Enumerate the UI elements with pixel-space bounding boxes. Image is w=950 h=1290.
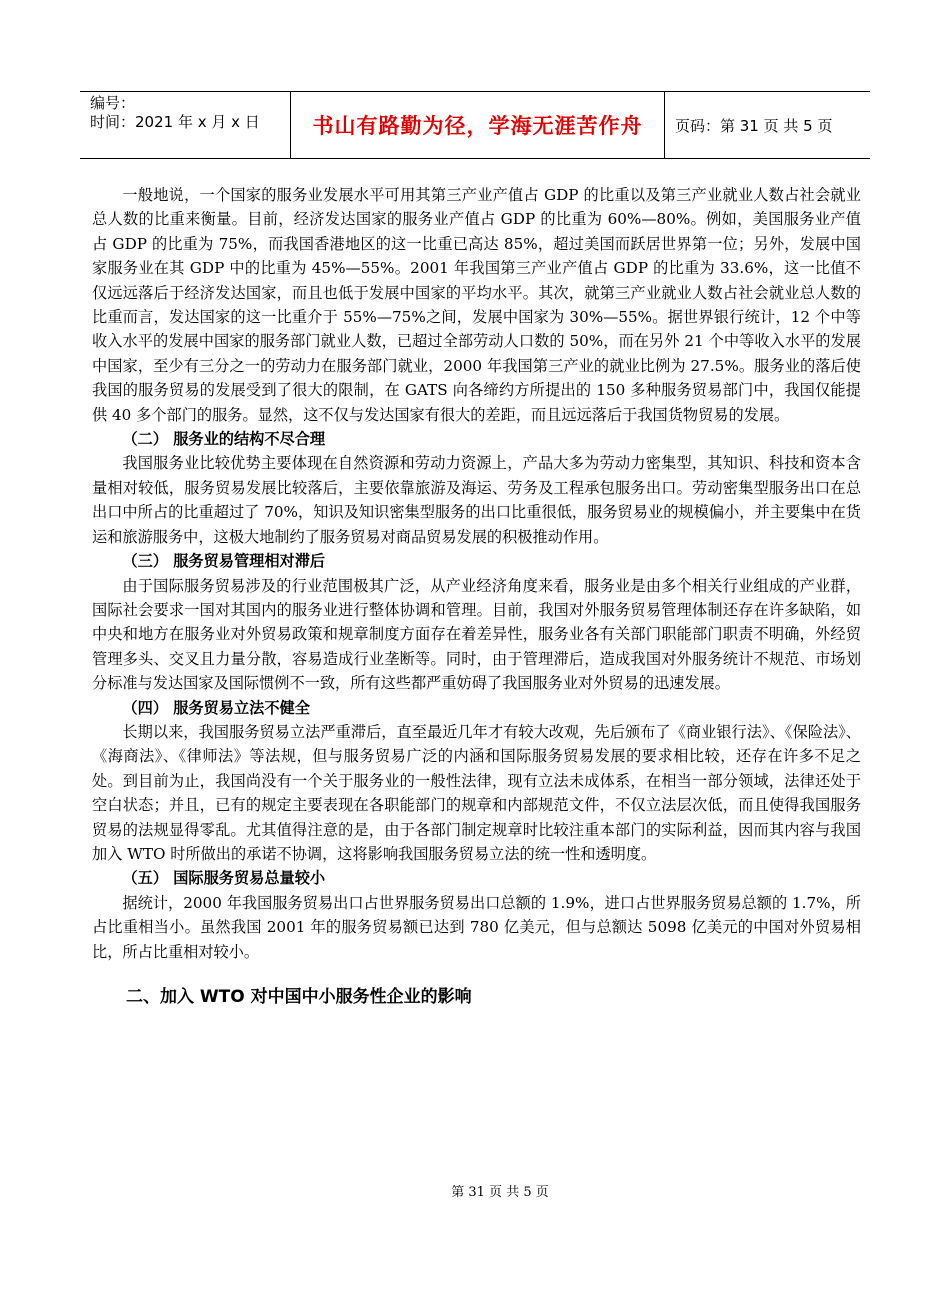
paragraph: 由于国际服务贸易涉及的行业范围极其广泛，从产业经济角度来看，服务业是由多个相关行业组成的产业群，国际社会要求一国对其国内的服务业进行整体协调和管理。目前，我国对外服务贸易管理体制还存在许多缺陷，如中央和地方在服务业对外贸易政策和规章制度方面存在着差异性，服务业各有关部门职能部门职责不明确，外经贸管理多头、交叉且力量分散，容易造成行业垄断等。同时，由于管理滞后，造成我国对外服务统计不规范、市场划分标准与发达国家及国际惯例不一致，所有这些都严重妨碍了我国服务业对外贸易的迅速发展。 [92,576,861,693]
subheading: （四） 服务贸易立法不健全 [122,698,310,717]
paragraph: 长期以来，我国服务贸易立法严重滞后，直至最近几年才有较大改观，先后颁布了《商业银行法》、《保险法》、《海商法》、《律师法》等法规，但与服务贸易广泛的内涵和国际服务贸易发展的要求相比较，还存在许多不足之处。到目前为止，我国尚没有一个关于服务业的一般性法律，现有立法未成体系，在相当一部分领域，法律还处于空白状态；并且，已有的规定主要表现在各职能部门的规章和内部规范文件，不仅立法层次低，而且使得我国服务贸易的法规显得零乱。尤其值得注意的是，由于各部门制定规章时比较注重本部门的实际利益，因而其内容与我国加入 WTO 时所做出的承诺不协调，这将影响我国服务贸易立法的统一性和透明度。 [92,722,861,863]
paragraph: 一般地说，一个国家的服务业发展水平可用其第三产业产值占 GDP 的比重以及第三产业就业人数占社会就业总人数的比重来衡量。目前，经济发达国家的服务业产值占 GDP 的比重为 60%—80%。例如，美国服务业产值占 GDP 的比重为 75%，而我国香港地区的这一比重已高达 85%，超过美国而跃居世界第一位；另外，发展中国家服务业在其 GDP 中的比重为 45%—55%。2001 年我国第三产业产值占 GDP 的比重为 33.6%，这一比值不仅远远落后于经济发达国家，而且也低于发展中国家的平均水平。其次，就第三产业就业人数占社会就业总人数的比重而言，发达国家的这一比重介于 55%—75%之间，发展中国家为 30%—55%。据世界银行统计，12 个中等收入水平的发展中国家的服务部门就业人数，已超过全部劳动人口数的 50%，而在另外 21 个中等收入水平的发展中国家，至少有三分之一的劳动力在服务部门就业，2000 年我国第三产业的就业比例为 27.5%。服务业的落后使我国的服务贸易的发展受到了很大的限制，在 GATS 向各缔约方所提出的 150 多种服务贸易部门中，我国仅能提供 40 多个部门的服务。显然，这不仅与发达国家有很大的差距，而且远远落后于我国货物贸易的发展。 [92,186,861,424]
paragraph: 我国服务业比较优势主要体现在自然资源和劳动力资源上，产品大多为劳动力密集型，其知识、科技和资本含量相对较低，服务贸易发展比较落后，主要依靠旅游及海运、劳务及工程承包服务出口。劳动密集型服务出口在总出口中所占的比重超过了 70%，知识及知识密集型服务的出口比重很低，服务贸易业的规模偏小，并主要集中在货运和旅游服务中，这极大地制约了服务贸易对商品贸易发展的积极推动作用。 [92,454,861,546]
page-indicator: 页码：第 31 页 共 5 页 [675,116,833,135]
subheading: （三） 服务贸易管理相对滞后 [122,552,326,571]
section-title: 二、加入 WTO 对中国中小服务性企业的影响 [126,987,472,1007]
document-body [92,183,861,1010]
page-footer: 第 31 页 共 5 页 [451,1185,549,1200]
header-info-cell [80,92,291,158]
number-label: 编号： [90,94,136,112]
paragraph: 据统计，2000 年我国服务贸易出口占世界服务贸易出口总额的 1.9%，进口占世界服务贸易总额的 1.7%，所占比重相当小。虽然我国 2001 年的服务贸易额已达到 780 亿美元，但与总额达 5098 亿美元的中国对外贸易相比，所占比重相对较小。 [92,893,861,961]
motto: 书山有路勤为径，学海无涯苦作舟 [291,92,665,158]
subheading: （五） 国际服务贸易总量较小 [122,869,326,888]
date-label: 时间：2021 年 x 月 x 日 [90,113,260,131]
header-table [80,91,870,159]
subheading: （二） 服务业的结构不尽合理 [122,430,326,449]
